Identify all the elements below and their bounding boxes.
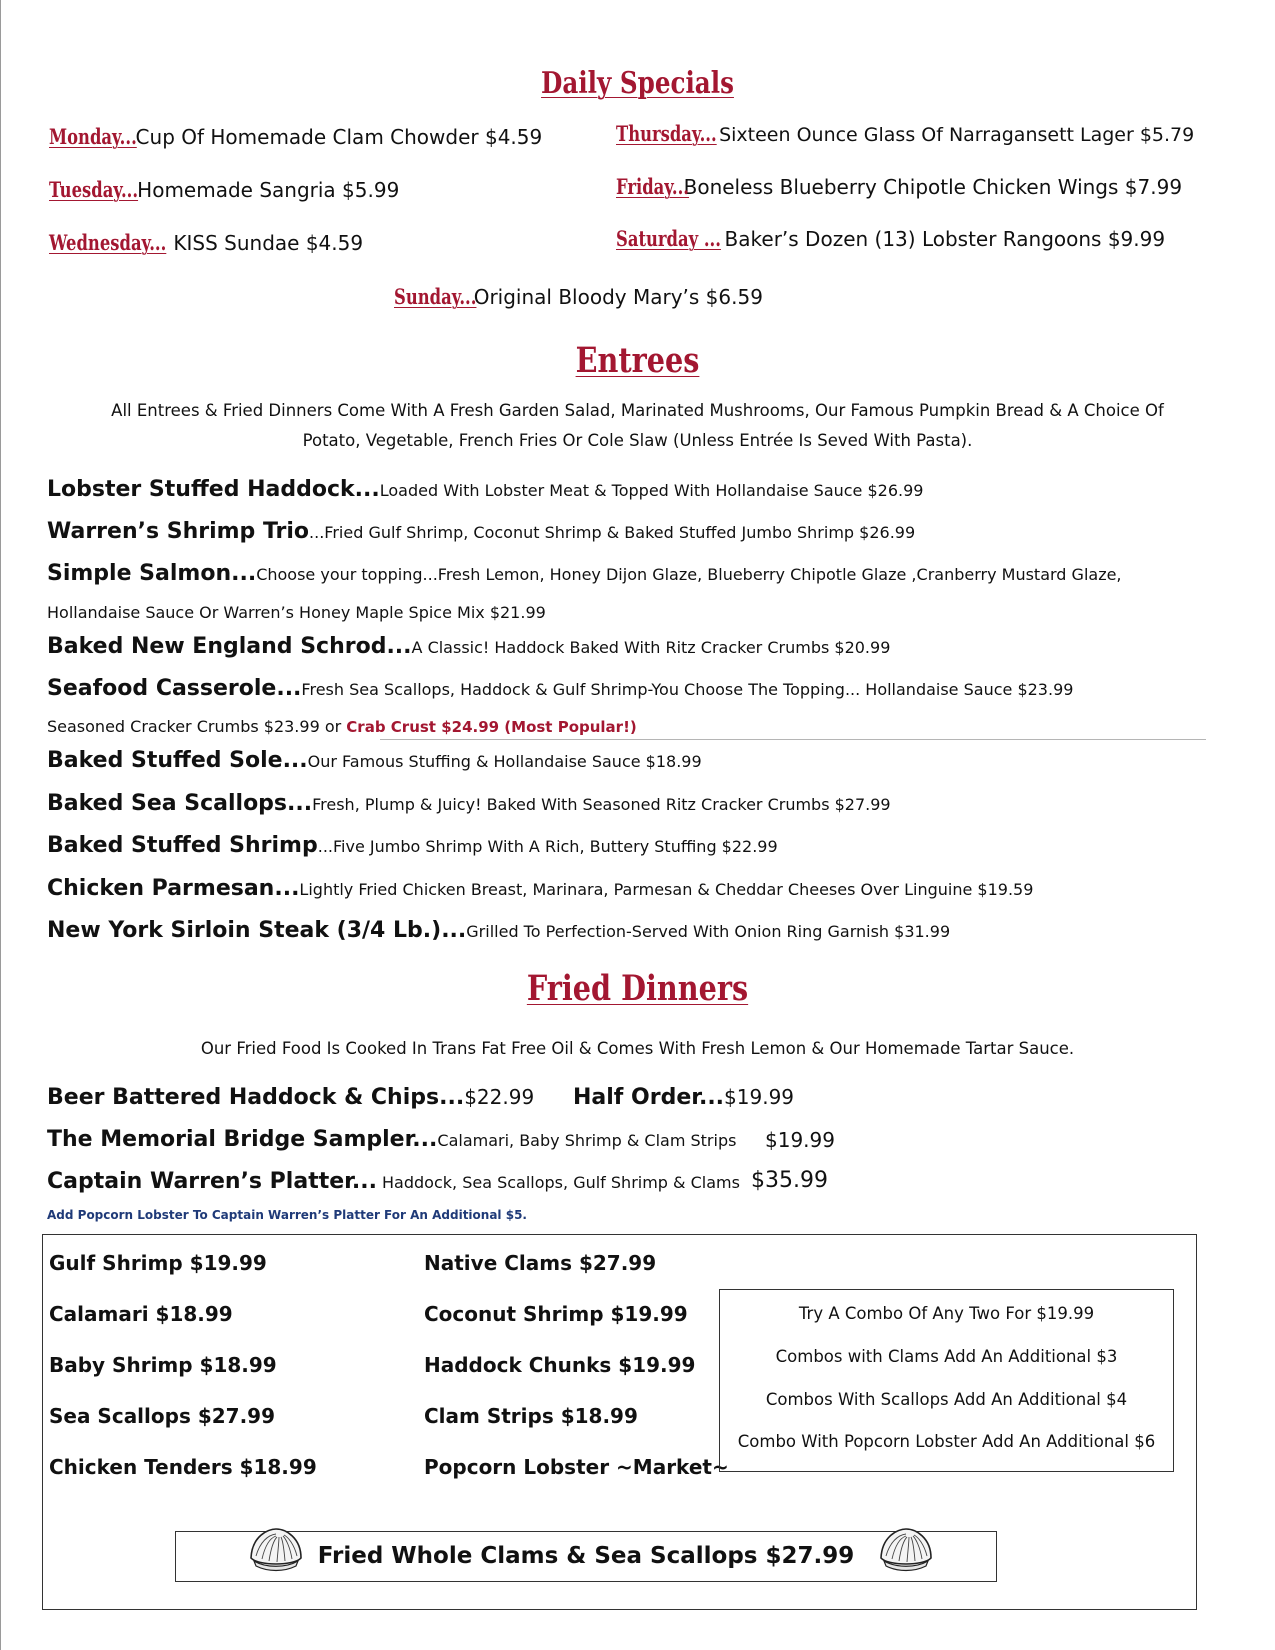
- page-edge: [0, 0, 1, 1650]
- addon-note: Add Popcorn Lobster To Captain Warren’s Platter For An Additional $5.: [47, 1208, 527, 1222]
- special-text: Sixteen Ounce Glass Of Narragansett Lager $5.79: [719, 124, 1195, 146]
- entree-desc: Seasoned Cracker Crumbs $23.99 or: [47, 717, 347, 736]
- clam-shell-icon: [876, 1526, 936, 1576]
- entrees-heading: Entrees: [575, 340, 700, 381]
- special-friday: [616, 174, 1182, 199]
- entree-name: Seafood Casserole...: [47, 676, 302, 701]
- entree-name: Baked New England Schrod...: [47, 634, 412, 659]
- special-text: Homemade Sangria $5.99: [137, 178, 400, 202]
- entree-desc: Fresh, Plump & Juicy! Baked With Seasoned Ritz Cracker Crumbs $27.99: [312, 795, 891, 814]
- special-text: Cup Of Homemade Clam Chowder $4.59: [135, 125, 543, 149]
- fried-dinners-heading: Fried Dinners: [526, 968, 749, 1009]
- entrees-note-line1: All Entrees & Fried Dinners Come With A Fresh Garden Salad, Marinated Mushrooms, Our Famous Pumpkin Bread & A Choice Of: [111, 401, 1164, 420]
- haddock-chips-item: [47, 1085, 534, 1110]
- entree-desc: Our Famous Stuffing & Hollandaise Sauce $18.99: [307, 752, 702, 771]
- entree-item: [47, 833, 778, 858]
- combo-line: Try A Combo Of Any Two For $19.99: [798, 1304, 1095, 1323]
- half-order-item: [573, 1085, 794, 1110]
- entree-desc: Lightly Fried Chicken Breast, Marinara, Parmesan & Cheddar Cheeses Over Linguine $19.59: [299, 880, 1034, 899]
- entree-desc: Grilled To Perfection-Served With Onion Ring Garnish $31.99: [466, 922, 951, 941]
- entree-name: New York Sirloin Steak (3/4 Lb.)...: [47, 918, 467, 943]
- entree-item: [47, 676, 1073, 701]
- fried-dinners-note: Our Fried Food Is Cooked In Trans Fat Free Oil & Comes With Fresh Lemon & Our Homemade Tartar Sauce.: [200, 1039, 1075, 1058]
- entree-name: Baked Sea Scallops...: [47, 791, 313, 816]
- item-name: Half Order...: [573, 1085, 725, 1110]
- item-desc: Haddock, Sea Scallops, Gulf Shrimp & Clams: [376, 1173, 740, 1192]
- platter-price: $35.99: [751, 1168, 828, 1193]
- fried-item: Clam Strips $18.99: [424, 1404, 638, 1428]
- special-text: KISS Sundae $4.59: [173, 231, 364, 255]
- item-name: The Memorial Bridge Sampler...: [47, 1127, 438, 1152]
- entree-item: [47, 918, 950, 943]
- combo-line: Combos with Clams Add An Additional $3: [775, 1347, 1118, 1366]
- combo-line: Combos With Scallops Add An Additional $4: [765, 1390, 1128, 1409]
- platter-item: [47, 1169, 740, 1194]
- entree-desc: ...Five Jumbo Shrimp With A Rich, Buttery Stuffing $22.99: [317, 837, 778, 856]
- item-desc: Calamari, Baby Shrimp & Clam Strips: [437, 1131, 737, 1150]
- entree-item: [47, 748, 702, 773]
- special-saturday: [616, 226, 1165, 251]
- special-day: Saturday ...: [616, 226, 721, 251]
- special-thursday: [616, 121, 1194, 146]
- entree-desc: Hollandaise Sauce Or Warren’s Honey Maple Spice Mix $21.99: [47, 603, 546, 622]
- entree-item: [47, 791, 891, 816]
- special-day: Wednesday...: [49, 230, 167, 255]
- entree-item: [47, 561, 1122, 586]
- special-day: Thursday...: [616, 121, 717, 146]
- special-text: Baker’s Dozen (13) Lobster Rangoons $9.99: [724, 227, 1166, 251]
- entree-item: [47, 519, 915, 544]
- daily-specials-heading: Daily Specials: [541, 66, 734, 101]
- special-day: Friday...: [616, 174, 690, 199]
- fried-item: Chicken Tenders $18.99: [49, 1455, 317, 1479]
- entree-item: [47, 477, 923, 502]
- fried-item: Haddock Chunks $19.99: [424, 1353, 696, 1377]
- fried-item: Popcorn Lobster ~Market~: [424, 1455, 729, 1479]
- special-day: Sunday...: [394, 284, 477, 309]
- entree-name: Lobster Stuffed Haddock...: [47, 477, 380, 502]
- fried-item: Calamari $18.99: [49, 1302, 233, 1326]
- entree-item-continued: [47, 717, 637, 736]
- special-day: Tuesday...: [49, 177, 139, 202]
- entree-desc: A Classic! Haddock Baked With Ritz Cracker Crumbs $20.99: [411, 638, 891, 657]
- banner-text: Fried Whole Clams & Sea Scallops $27.99: [317, 1543, 855, 1569]
- crab-crust-highlight: Crab Crust $24.99 (Most Popular!): [346, 718, 637, 736]
- combo-box: [719, 1289, 1174, 1472]
- divider: [380, 739, 1206, 740]
- entree-desc: Choose your topping...Fresh Lemon, Honey Dijon Glaze, Blueberry Chipotle Glaze ,Cranberry Mustard Glaze,: [256, 565, 1122, 584]
- entree-item-continued: [47, 603, 546, 622]
- item-name: Beer Battered Haddock & Chips...: [47, 1085, 465, 1110]
- special-wednesday: [49, 230, 363, 255]
- entree-item: [47, 876, 1033, 901]
- fried-item: Native Clams $27.99: [424, 1251, 657, 1275]
- entrees-note-line2: Potato, Vegetable, French Fries Or Cole Slaw (Unless Entrée Is Seved With Pasta).: [302, 431, 973, 450]
- sampler-price: $19.99: [765, 1128, 835, 1152]
- entree-name: Baked Stuffed Shrimp: [47, 833, 318, 858]
- whole-clams-banner: [175, 1531, 997, 1582]
- entree-desc: ...Fried Gulf Shrimp, Coconut Shrimp & Baked Stuffed Jumbo Shrimp $26.99: [309, 523, 916, 542]
- special-text: Boneless Blueberry Chipotle Chicken Wings $7.99: [683, 175, 1183, 199]
- fried-item: Baby Shrimp $18.99: [49, 1353, 277, 1377]
- item-name: Captain Warren’s Platter...: [47, 1169, 377, 1194]
- entree-desc: Fresh Sea Scallops, Haddock & Gulf Shrimp-You Choose The Topping... Hollandaise Sauce $23.99: [301, 680, 1074, 699]
- item-price: $19.99: [724, 1085, 795, 1109]
- fried-item: Sea Scallops $27.99: [49, 1404, 275, 1428]
- special-tuesday: [49, 177, 399, 202]
- item-price: $22.99: [464, 1085, 535, 1109]
- combo-line: Combo With Popcorn Lobster Add An Additional $6: [737, 1432, 1156, 1451]
- entree-name: Baked Stuffed Sole...: [47, 748, 308, 773]
- entree-name: Simple Salmon...: [47, 561, 257, 586]
- special-monday: [49, 124, 542, 149]
- sampler-item: [47, 1127, 736, 1152]
- entree-item: [47, 634, 890, 659]
- entree-name: Chicken Parmesan...: [47, 876, 300, 901]
- entree-name: Warren’s Shrimp Trio: [47, 519, 310, 544]
- entree-desc: Loaded With Lobster Meat & Topped With Hollandaise Sauce $26.99: [379, 481, 924, 500]
- fried-item: Gulf Shrimp $19.99: [49, 1251, 267, 1275]
- special-sunday: [394, 284, 763, 309]
- special-text: Original Bloody Mary’s $6.59: [473, 285, 763, 309]
- special-day: Monday...: [49, 124, 137, 149]
- fried-item: Coconut Shrimp $19.99: [424, 1302, 688, 1326]
